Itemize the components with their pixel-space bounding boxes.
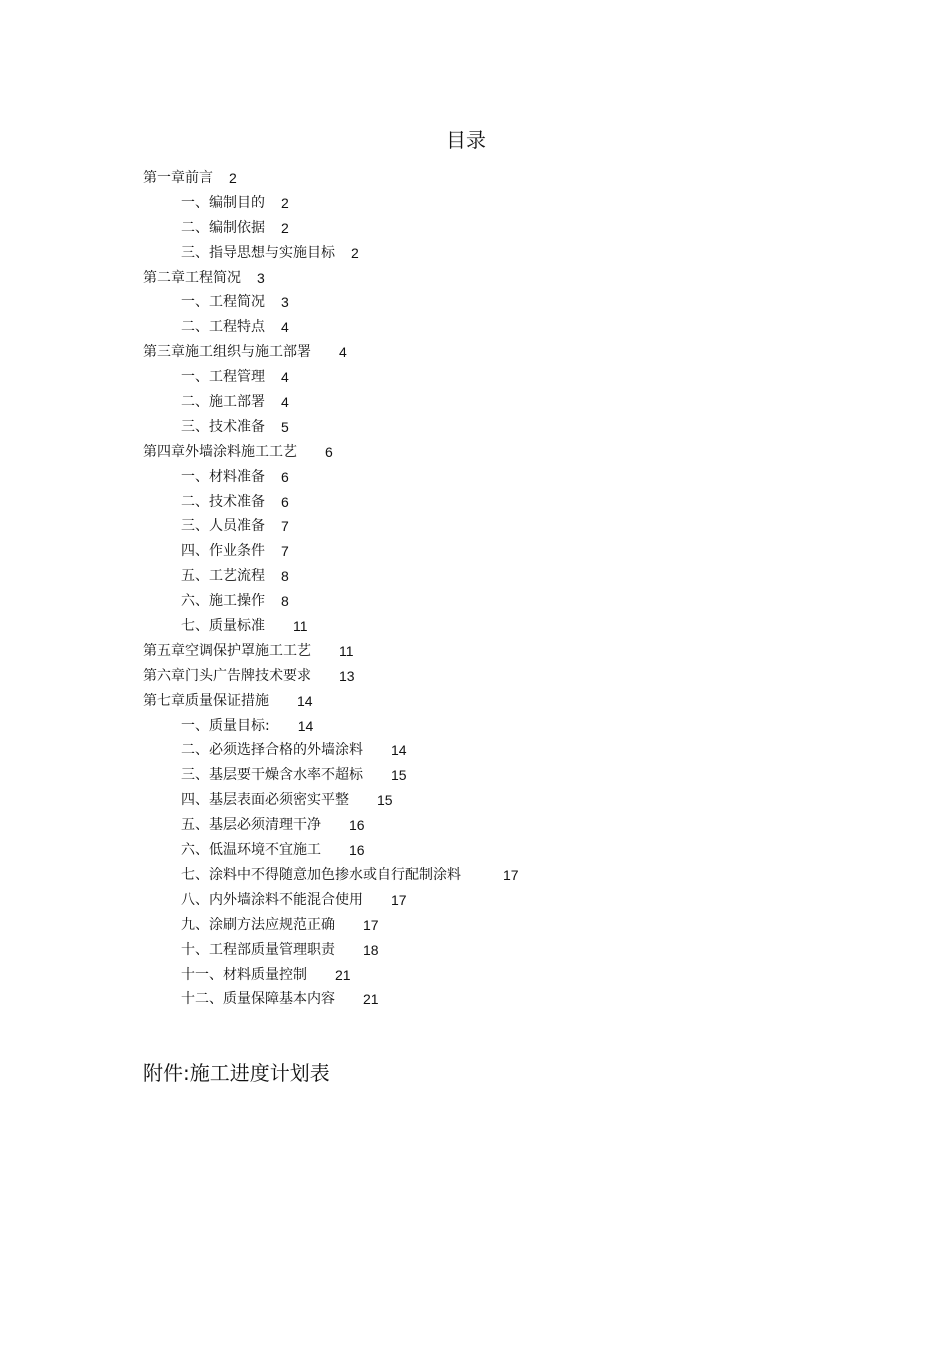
toc-section-entry <box>143 241 843 266</box>
toc-entry-page-number: 16 <box>349 842 365 859</box>
toc-entry-page-number: 14 <box>297 692 313 709</box>
toc-entry-label: 三、指导思想与实施目标 <box>181 244 335 261</box>
toc-entry-label: 四、基层表面必须密实平整 <box>181 792 349 809</box>
toc-entry-label: 二、必须选择合格的外墙涂料 <box>181 742 363 759</box>
toc-title: 目录 <box>446 128 486 152</box>
toc-section-entry <box>143 465 843 490</box>
toc-entry-page-number: 21 <box>363 991 379 1008</box>
toc-entry-label: 第五章空调保护罩施工工艺 <box>143 642 311 659</box>
toc-entry-label: 第七章质量保证措施 <box>143 692 269 709</box>
toc-section-entry <box>143 614 843 639</box>
toc-entry-label: 三、基层要干燥含水率不超标 <box>181 767 363 784</box>
toc-entry-label: 六、低温环境不宜施工 <box>181 842 321 859</box>
toc-entry-page-number: 8 <box>281 593 289 610</box>
toc-entry-label: 二、施工部署 <box>181 394 265 411</box>
table-of-contents <box>143 166 843 1012</box>
toc-entry-page-number: 18 <box>363 941 379 958</box>
toc-section-entry <box>143 315 843 340</box>
toc-entry-label: 九、涂刷方法应规范正确 <box>181 916 335 933</box>
toc-entry-page-number: 17 <box>503 866 519 883</box>
toc-chapter-entry <box>143 639 843 664</box>
toc-entry-label: 第三章施工组织与施工部署 <box>143 344 311 361</box>
toc-entry-label: 二、编制依据 <box>181 219 265 236</box>
toc-entry-page-number: 17 <box>363 916 379 933</box>
toc-section-entry <box>143 738 843 763</box>
toc-section-entry <box>143 763 843 788</box>
toc-chapter-entry <box>143 689 843 714</box>
toc-entry-label: 八、内外墙涂料不能混合使用 <box>181 891 363 908</box>
toc-chapter-entry <box>143 166 843 191</box>
toc-entry-label: 一、工程简况 <box>181 294 265 311</box>
toc-entry-page-number: 17 <box>391 891 407 908</box>
toc-section-entry <box>143 191 843 216</box>
toc-entry-page-number: 6 <box>325 443 333 460</box>
toc-entry-page-number: 8 <box>281 568 289 585</box>
toc-entry-page-number: 4 <box>281 394 289 411</box>
toc-entry-label: 五、基层必须清理干净 <box>181 817 321 834</box>
toc-entry-page-number: 2 <box>351 244 359 261</box>
toc-entry-page-number: 4 <box>281 369 289 386</box>
toc-entry-label: 三、技术准备 <box>181 418 265 435</box>
toc-entry-label: 第一章前言 <box>143 170 213 186</box>
toc-entry-label: 一、质量目标: <box>181 717 270 734</box>
toc-entry-label: 四、作业条件 <box>181 543 265 560</box>
toc-entry-label: 三、人员准备 <box>181 518 265 535</box>
toc-section-entry <box>143 938 843 963</box>
toc-entry-page-number: 2 <box>281 219 289 236</box>
toc-section-entry <box>143 863 843 888</box>
toc-entry-page-number: 11 <box>339 642 354 659</box>
toc-entry-label: 第二章工程简况 <box>143 269 241 286</box>
toc-section-entry <box>143 514 843 539</box>
toc-section-entry <box>143 913 843 938</box>
toc-entry-page-number: 7 <box>281 518 289 535</box>
toc-entry-page-number: 15 <box>391 767 407 784</box>
toc-entry-page-number: 6 <box>281 468 289 485</box>
toc-entry-label: 二、技术准备 <box>181 493 265 510</box>
toc-section-entry <box>143 490 843 515</box>
toc-entry-page-number: 21 <box>335 966 351 983</box>
toc-section-entry <box>143 539 843 564</box>
toc-entry-page-number: 6 <box>281 493 289 510</box>
toc-entry-label: 一、材料准备 <box>181 468 265 485</box>
toc-entry-page-number: 2 <box>229 170 237 186</box>
toc-entry-page-number: 4 <box>339 344 347 361</box>
toc-section-entry <box>143 216 843 241</box>
toc-section-entry <box>143 290 843 315</box>
toc-entry-label: 十二、质量保障基本内容 <box>181 991 335 1008</box>
toc-entry-page-number: 15 <box>377 792 393 809</box>
toc-entry-label: 五、工艺流程 <box>181 568 265 585</box>
toc-entry-label: 第四章外墙涂料施工工艺 <box>143 443 297 460</box>
toc-entry-label: 十一、材料质量控制 <box>181 966 307 983</box>
toc-entry-page-number: 3 <box>257 269 265 286</box>
toc-section-entry <box>143 589 843 614</box>
toc-entry-label: 第六章门头广告牌技术要求 <box>143 667 311 684</box>
toc-section-entry <box>143 838 843 863</box>
toc-entry-label: 十、工程部质量管理职责 <box>181 941 335 958</box>
toc-section-entry <box>143 888 843 913</box>
toc-section-entry <box>143 963 843 988</box>
toc-entry-page-number: 3 <box>281 294 289 311</box>
toc-entry-page-number: 5 <box>281 418 289 435</box>
toc-chapter-entry <box>143 266 843 291</box>
toc-section-entry <box>143 390 843 415</box>
toc-section-entry <box>143 987 843 1012</box>
toc-entry-page-number: 7 <box>281 543 289 560</box>
appendix-heading: 附件:施工进度计划表 <box>143 1061 330 1085</box>
toc-entry-label: 七、涂料中不得随意加色掺水或自行配制涂料 <box>181 866 461 883</box>
toc-section-entry <box>143 714 843 739</box>
toc-section-entry <box>143 813 843 838</box>
toc-chapter-entry <box>143 664 843 689</box>
toc-entry-page-number: 14 <box>297 717 314 734</box>
toc-entry-label: 六、施工操作 <box>181 593 265 610</box>
toc-section-entry <box>143 788 843 813</box>
toc-section-entry <box>143 564 843 589</box>
toc-section-entry <box>143 415 843 440</box>
toc-section-entry <box>143 365 843 390</box>
toc-entry-label: 一、编制目的 <box>181 194 265 211</box>
toc-entry-label: 二、工程特点 <box>181 319 265 336</box>
toc-entry-page-number: 14 <box>391 742 407 759</box>
toc-entry-page-number: 16 <box>349 817 365 834</box>
toc-entry-label: 一、工程管理 <box>181 369 265 386</box>
toc-entry-page-number: 2 <box>281 194 289 211</box>
toc-entry-page-number: 4 <box>281 319 289 336</box>
toc-entry-page-number: 13 <box>339 667 355 684</box>
toc-entry-page-number: 11 <box>293 618 308 635</box>
toc-chapter-entry <box>143 440 843 465</box>
toc-chapter-entry <box>143 340 843 365</box>
toc-entry-label: 七、质量标准 <box>181 618 265 635</box>
